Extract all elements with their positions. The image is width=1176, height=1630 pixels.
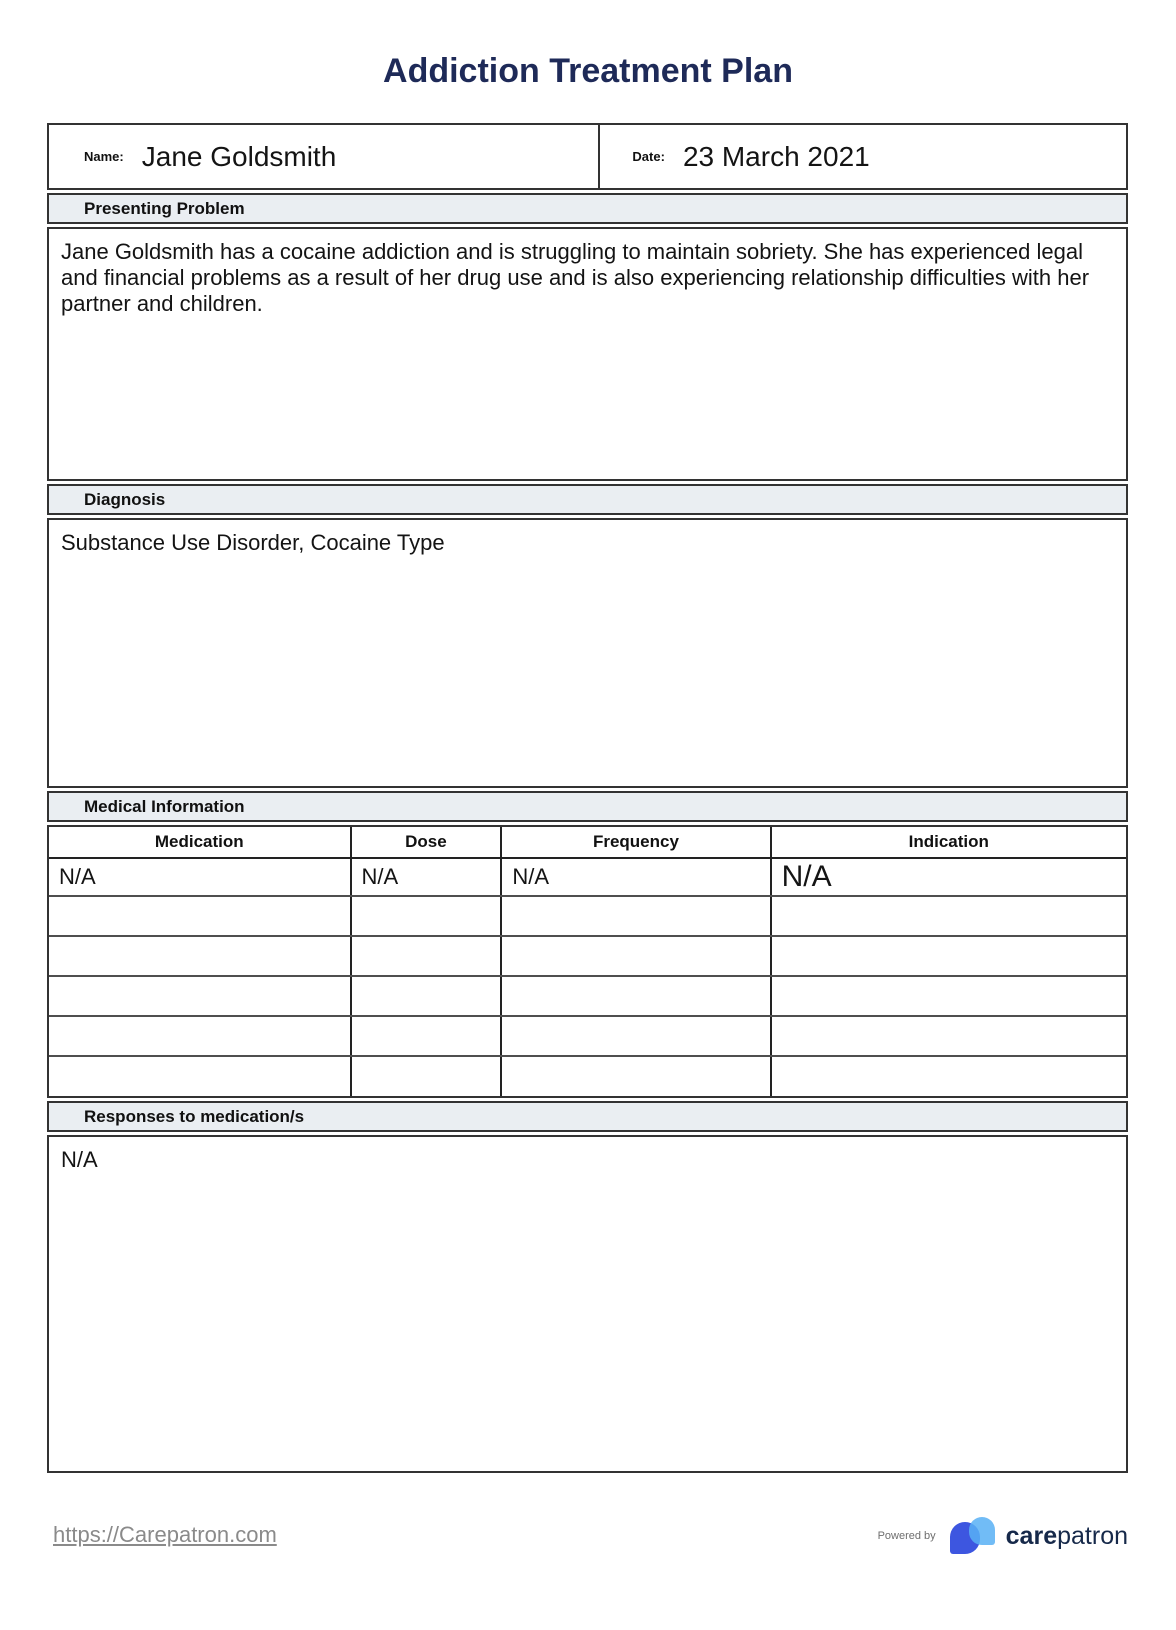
cell-medication xyxy=(49,1016,351,1056)
cell-frequency xyxy=(501,896,770,936)
column-header-dose: Dose xyxy=(351,827,502,858)
form-container xyxy=(47,123,1128,1476)
table-row xyxy=(49,936,1126,976)
cell-frequency xyxy=(501,936,770,976)
medical-information-table xyxy=(49,827,1126,1096)
cell-indication xyxy=(771,896,1126,936)
presenting-problem-header xyxy=(47,193,1128,224)
cell-medication xyxy=(49,1056,351,1096)
cell-frequency xyxy=(501,1056,770,1096)
cell-indication xyxy=(771,976,1126,1016)
name-date-row xyxy=(47,123,1128,190)
column-header-frequency: Frequency xyxy=(501,827,770,858)
diagnosis-header xyxy=(47,484,1128,515)
date-value: 23 March 2021 xyxy=(682,140,870,172)
medical-information-header xyxy=(47,791,1128,822)
cell-medication xyxy=(49,936,351,976)
cell-indication xyxy=(771,1016,1126,1056)
name-field xyxy=(49,125,600,188)
cell-frequency: N/A xyxy=(501,858,770,896)
cell-dose xyxy=(351,896,502,936)
date-field xyxy=(600,125,1126,188)
table-row xyxy=(49,896,1126,936)
cell-frequency xyxy=(501,1016,770,1056)
table-row xyxy=(49,1056,1126,1096)
cell-dose xyxy=(351,976,502,1016)
cell-medication xyxy=(49,976,351,1016)
table-row xyxy=(49,1016,1126,1056)
column-header-indication: Indication xyxy=(771,827,1126,858)
page-footer xyxy=(0,1500,1176,1570)
name-value: Jane Goldsmith xyxy=(141,140,337,172)
responses-content: N/A xyxy=(47,1135,1128,1473)
responses-header xyxy=(47,1101,1128,1132)
wordmark-care: care xyxy=(1005,1521,1058,1550)
cell-dose xyxy=(351,1016,502,1056)
date-label: Date: xyxy=(632,149,665,164)
column-header-medication: Medication xyxy=(49,827,351,858)
wordmark-patron: patron xyxy=(1057,1521,1128,1550)
cell-dose xyxy=(351,936,502,976)
responses-header-label: Responses to medication/s xyxy=(84,1106,305,1126)
cell-frequency xyxy=(501,976,770,1016)
presenting-problem-content: Jane Goldsmith has a cocaine addiction and is struggling to maintain sobriety. She has experienced legal and financial problems as a result of her drug use and is also experiencing relationship difficulties with her partner and children. xyxy=(47,227,1128,481)
medical-information-header-label: Medical Information xyxy=(84,796,245,816)
diagnosis-content: Substance Use Disorder, Cocaine Type xyxy=(47,518,1128,788)
cell-indication: N/A xyxy=(771,858,1126,896)
cell-dose xyxy=(351,1056,502,1096)
table-row xyxy=(49,976,1126,1016)
table-header-row xyxy=(49,827,1126,858)
cell-indication xyxy=(771,1056,1126,1096)
name-label: Name: xyxy=(84,149,124,164)
carepatron-branding xyxy=(878,1514,1128,1558)
carepatron-wordmark xyxy=(1006,1522,1128,1551)
presenting-problem-header-label: Presenting Problem xyxy=(84,198,245,218)
cell-medication: N/A xyxy=(49,858,351,896)
table-row xyxy=(49,858,1126,896)
medical-information-table-container xyxy=(47,825,1128,1098)
cell-dose: N/A xyxy=(351,858,502,896)
carepatron-link[interactable]: https://Carepatron.com xyxy=(53,1522,277,1547)
carepatron-logo-icon xyxy=(950,1516,998,1556)
cell-medication xyxy=(49,896,351,936)
diagnosis-header-label: Diagnosis xyxy=(84,489,166,509)
cell-indication xyxy=(771,936,1126,976)
logo-bubble-light-icon xyxy=(969,1517,995,1545)
page-title: Addiction Treatment Plan xyxy=(383,52,793,90)
powered-by-label: Powered by xyxy=(877,1530,936,1542)
